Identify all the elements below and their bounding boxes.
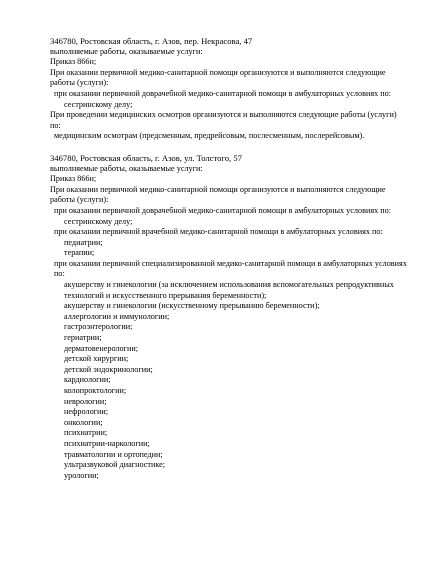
document-line: дерматовенерологии; (64, 343, 139, 353)
entry-address: 346780, Ростовская область, г. Азов, пер. Некрасова, 47 (50, 36, 253, 46)
document-line: При оказании первичной медико-санитарной помощи организуются и выполняются следующие работы (услуги): (50, 184, 386, 205)
document-line: при оказании первичной доврачебной медико-санитарной помощи в амбулаторных условиях по: (54, 88, 391, 98)
document-line: выполняемые работы, оказываемые услуги: (50, 163, 203, 173)
document-line: при оказании первичной врачебной медико-санитарной помощи в амбулаторных условиях по: (54, 227, 383, 237)
document-page (50, 36, 408, 481)
document-line: колопроктологии; (64, 386, 127, 395)
block-gap (50, 142, 408, 153)
document-line: гастроэнтерологии; (64, 322, 133, 332)
document-line: онкологии; (64, 417, 103, 427)
document-line: гериатрии; (64, 333, 102, 343)
document-line: медицинским осмотрам (предсменным, предрейсовым, послесменным, послерейсовым). (54, 131, 365, 141)
document-line: при оказании первичной доврачебной медико-санитарной помощи в амбулаторных условиях по: (54, 205, 391, 215)
document-line: травматологии и ортопедии; (64, 449, 163, 459)
entry-lines (50, 47, 408, 142)
entry-block-2 (50, 153, 408, 481)
document-line: Приказ 866н; (50, 57, 97, 67)
document-line: кардиологии; (64, 375, 111, 385)
document-line: психиатрии; (64, 428, 108, 438)
document-line: нефрологии; (64, 407, 109, 417)
entry-block-1 (50, 36, 408, 142)
document-line: психиатрии-наркологии; (64, 438, 150, 448)
document-line: терапии; (64, 248, 95, 258)
entry-lines (50, 164, 408, 482)
document-line: неврологии; (64, 396, 107, 406)
document-line: Приказ 866н; (50, 174, 97, 184)
document-line: При проведении медицинских осмотров организуются и выполняются следующие работы (услуги) по: (50, 110, 397, 130)
document-line: выполняемые работы, оказываемые услуги: (50, 46, 203, 56)
document-line: при оказании первичной специализированной медико-санитарной помощи в амбулаторных условиях по: (54, 258, 407, 279)
document-line: При оказании первичной медико-санитарной помощи организуются и выполняются следующие работы (услуги): (50, 67, 386, 88)
document-line: урологии; (64, 470, 99, 480)
document-line: акушерству и гинекологии (за исключением использования вспомогательных репродуктивных технологий и искусственного прерывания беременности); (64, 280, 394, 300)
document-line: сестринскому делу; (64, 99, 133, 109)
document-line: аллергологии и иммунологии; (64, 311, 170, 321)
document-line: ультразвуковой диагностике; (64, 460, 166, 470)
document-line: сестринскому делу; (64, 216, 133, 226)
document-line: педиатрии; (64, 237, 103, 247)
document-line: детской хирургии; (64, 354, 129, 364)
document-line: акушерству и гинекологии (искусственному прерыванию беременности); (64, 301, 320, 311)
entry-address: 346780, Ростовская область, г. Азов, ул. Толстого, 57 (50, 152, 242, 163)
document-line: детской эндокринологии; (64, 364, 153, 374)
